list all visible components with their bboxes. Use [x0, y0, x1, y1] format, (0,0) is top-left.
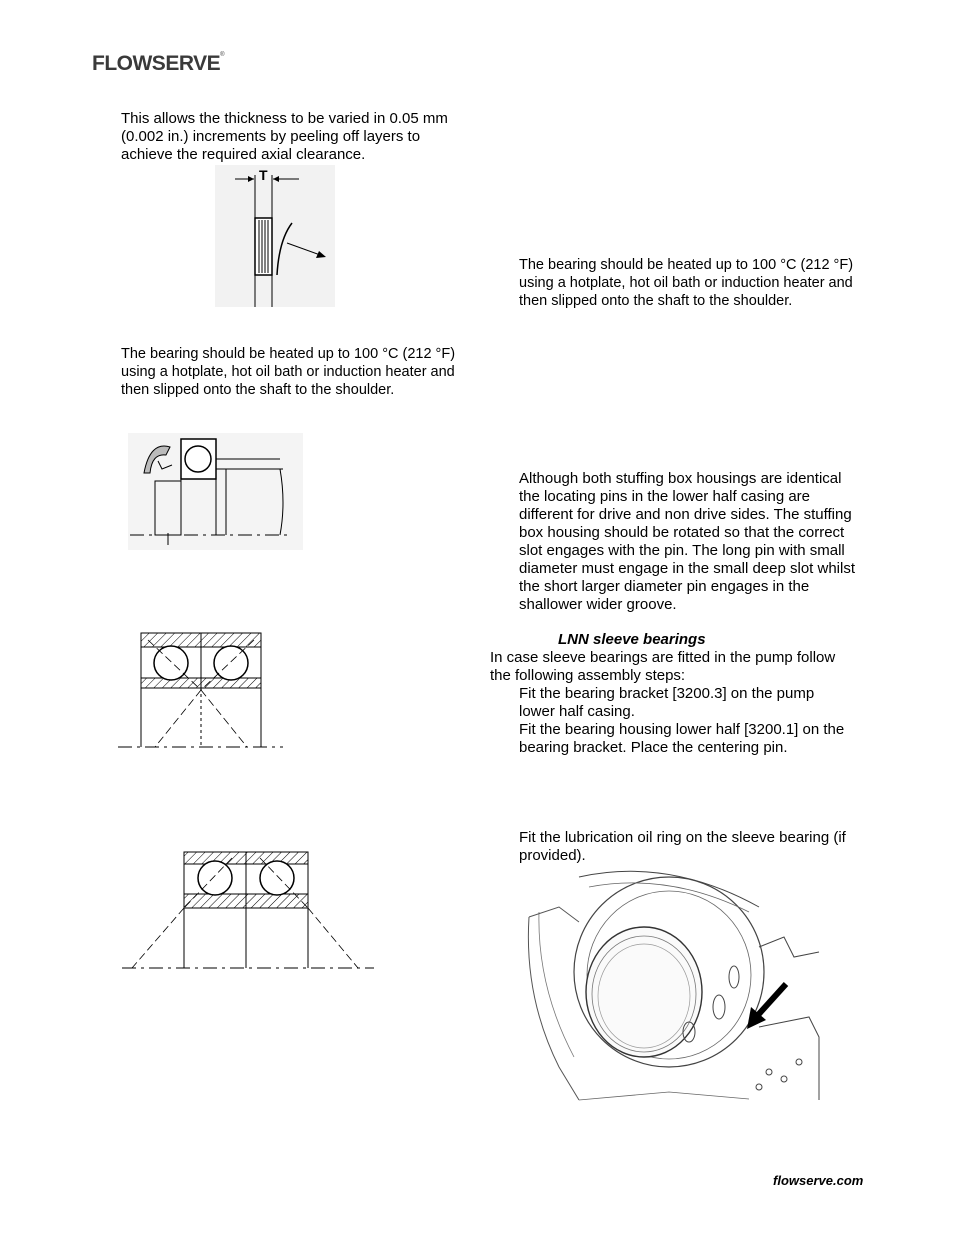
- assembly-step-1: Fit the bearing bracket [3200.3] on the pump lower half casing.: [519, 685, 815, 720]
- logo-text: FLOWSERVE: [92, 52, 221, 75]
- footer-website[interactable]: flowserve.com: [773, 1173, 864, 1188]
- stuffing-box-paragraph: Although both stuffing box housings are identical the locating pins in the lower half casing are different for drive and non drive sides. The stuffing box housing should be rotated so that the correct slot engages with the pin. The long pin with small diameter must engage in the small deep slot whilst the short larger diameter pin engages in the shallower wider groove.: [519, 470, 856, 613]
- bearing-pair-back-to-back-figure: [118, 630, 288, 755]
- sleeve-bearings-heading: LNN sleeve bearings: [558, 631, 706, 648]
- shim-figure: [215, 165, 340, 310]
- bearing-pair-face-to-face-figure: [122, 850, 377, 975]
- assembly-step-2: Fit the bearing housing lower half [3200.1] on the bearing bracket. Place the centering pin.: [519, 721, 845, 756]
- left-heating-paragraph: The bearing should be heated up to 100 °C (212 °F) using a hotplate, hot oil bath or induction heater and then slipped onto the shaft to the shoulder.: [121, 346, 456, 398]
- right-heating-paragraph: The bearing should be heated up to 100 °C (212 °F) using a hotplate, hot oil bath or induction heater and then slipped onto the shaft to the shoulder.: [519, 257, 854, 309]
- assembly-step-3: Fit the lubrication oil ring on the sleeve bearing (if provided).: [519, 829, 846, 864]
- flowserve-logo: [92, 52, 225, 76]
- logo-registered-mark: ®: [220, 52, 225, 58]
- shim-thickness-label: T: [259, 167, 268, 183]
- sleeve-intro-paragraph: In case sleeve bearings are fitted in the pump follow the following assembly steps:: [490, 649, 836, 684]
- shim-paragraph: This allows the thickness to be varied in 0.05 mm (0.002 in.) increments by peeling off layers to achieve the required axial clearance.: [121, 110, 448, 163]
- bearing-shaft-figure: [128, 433, 308, 553]
- oil-ring-illustration: [519, 867, 824, 1103]
